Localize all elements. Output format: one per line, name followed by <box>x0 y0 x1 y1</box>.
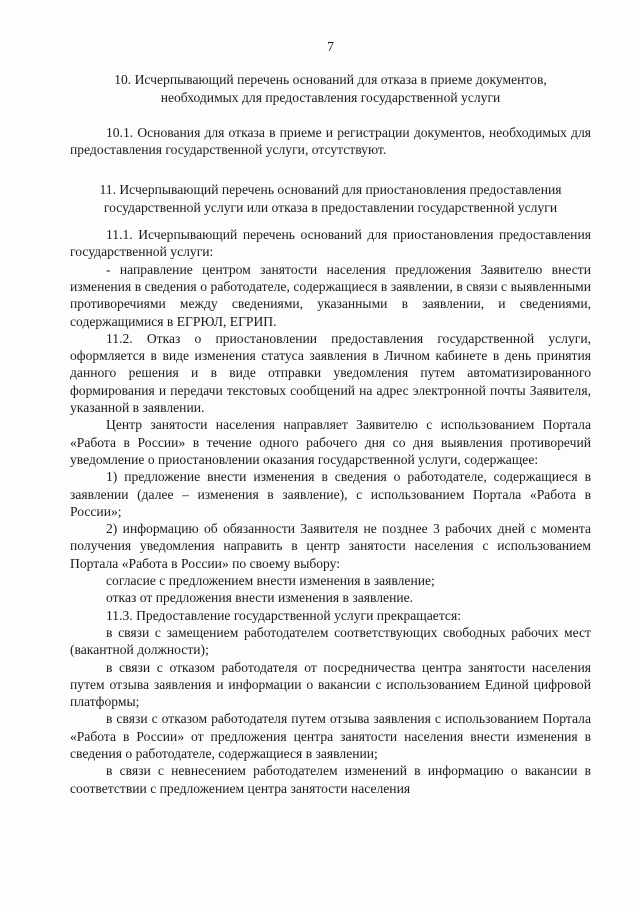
list-item-1: 1) предложение внести изменения в сведения о работодателе, содержащиеся в заявлении (далее – изменения в заявление), с использованием Портала «Работа в России»; <box>70 469 591 519</box>
reason-4: в связи с невнесением работодателем изменений в информацию о вакансии в соответствии с предложением центра занятости населения <box>70 763 591 796</box>
paragraph-11-1: 11.1. Исчерпывающий перечень оснований для приостановления предоставления государственной услуги: <box>70 227 591 260</box>
section-10-heading <box>70 71 591 106</box>
paragraph-11-3: 11.3. Предоставление государственной услуги прекращается: <box>106 607 461 623</box>
heading-line: 11. Исчерпывающий перечень оснований для приостановления предоставления <box>99 182 562 198</box>
heading-line: государственной услуги или отказа в предоставлении государственной услуги <box>103 199 558 215</box>
paragraph-11-2: 11.2. Отказ о приостановлении предоставления государственной услуги, оформляется в виде изменения статуса заявления в Личном кабинете в день принятия данного решения и в виде отправки уведомления путем автоматизированного формирования и передачи текстовых сообщений на адрес электронной почты Заявителя, указанной в заявлении. <box>70 330 591 416</box>
section-11-heading <box>70 181 591 216</box>
paragraph-10-1: 10.1. Основания для отказа в приеме и регистрации документов, необходимых для предоставления государственной услуги, отсутствуют. <box>70 124 591 158</box>
option-refuse: отказ от предложения внести изменения в заявление. <box>106 590 414 606</box>
paragraph-11-1-item: - направление центром занятости населения предложения Заявителю внести изменения в сведения о работодателе, содержащиеся в заявлении, в связи с выявленными противоречиями между сведениями, указанными в заявлении, и сведениями, содержащимися в ЕГРЮЛ, ЕГРИП. <box>70 261 591 329</box>
paragraph-center-notice: Центр занятости населения направляет Заявителю с использованием Портала «Работа в России» в течение одного рабочего дня со дня выявления противоречий уведомление о приостановлении оказания государственной услуги, содержащее: <box>70 417 591 467</box>
page-number: 7 <box>327 39 334 54</box>
heading-line: 10. Исчерпывающий перечень оснований для отказа в приеме документов, <box>114 72 547 88</box>
reason-2: в связи с отказом работодателя от посредничества центра занятости населения путем отзыва заявления и информации о вакансии с использованием Единой цифровой платформы; <box>70 659 591 710</box>
option-agree: согласие с предложением внести изменения в заявление; <box>106 573 435 589</box>
list-item-2: 2) информацию об обязанности Заявителя не позднее 3 рабочих дней с момента получения уведомления направить в центр занятости населения с использованием Портала «Работа в России» по своему выбору: <box>70 521 591 571</box>
heading-line: необходимых для предоставления государственной услуги <box>160 89 501 105</box>
reason-1: в связи с замещением работодателем соответствующих свободных рабочих мест (вакантной должности); <box>70 624 591 658</box>
reason-3: в связи с отказом работодателя путем отзыва заявления с использованием Портала «Работа в России» от предложения центра занятости населения внести изменения в сведения о работодателе, содержащиеся в заявлении; <box>70 711 591 761</box>
